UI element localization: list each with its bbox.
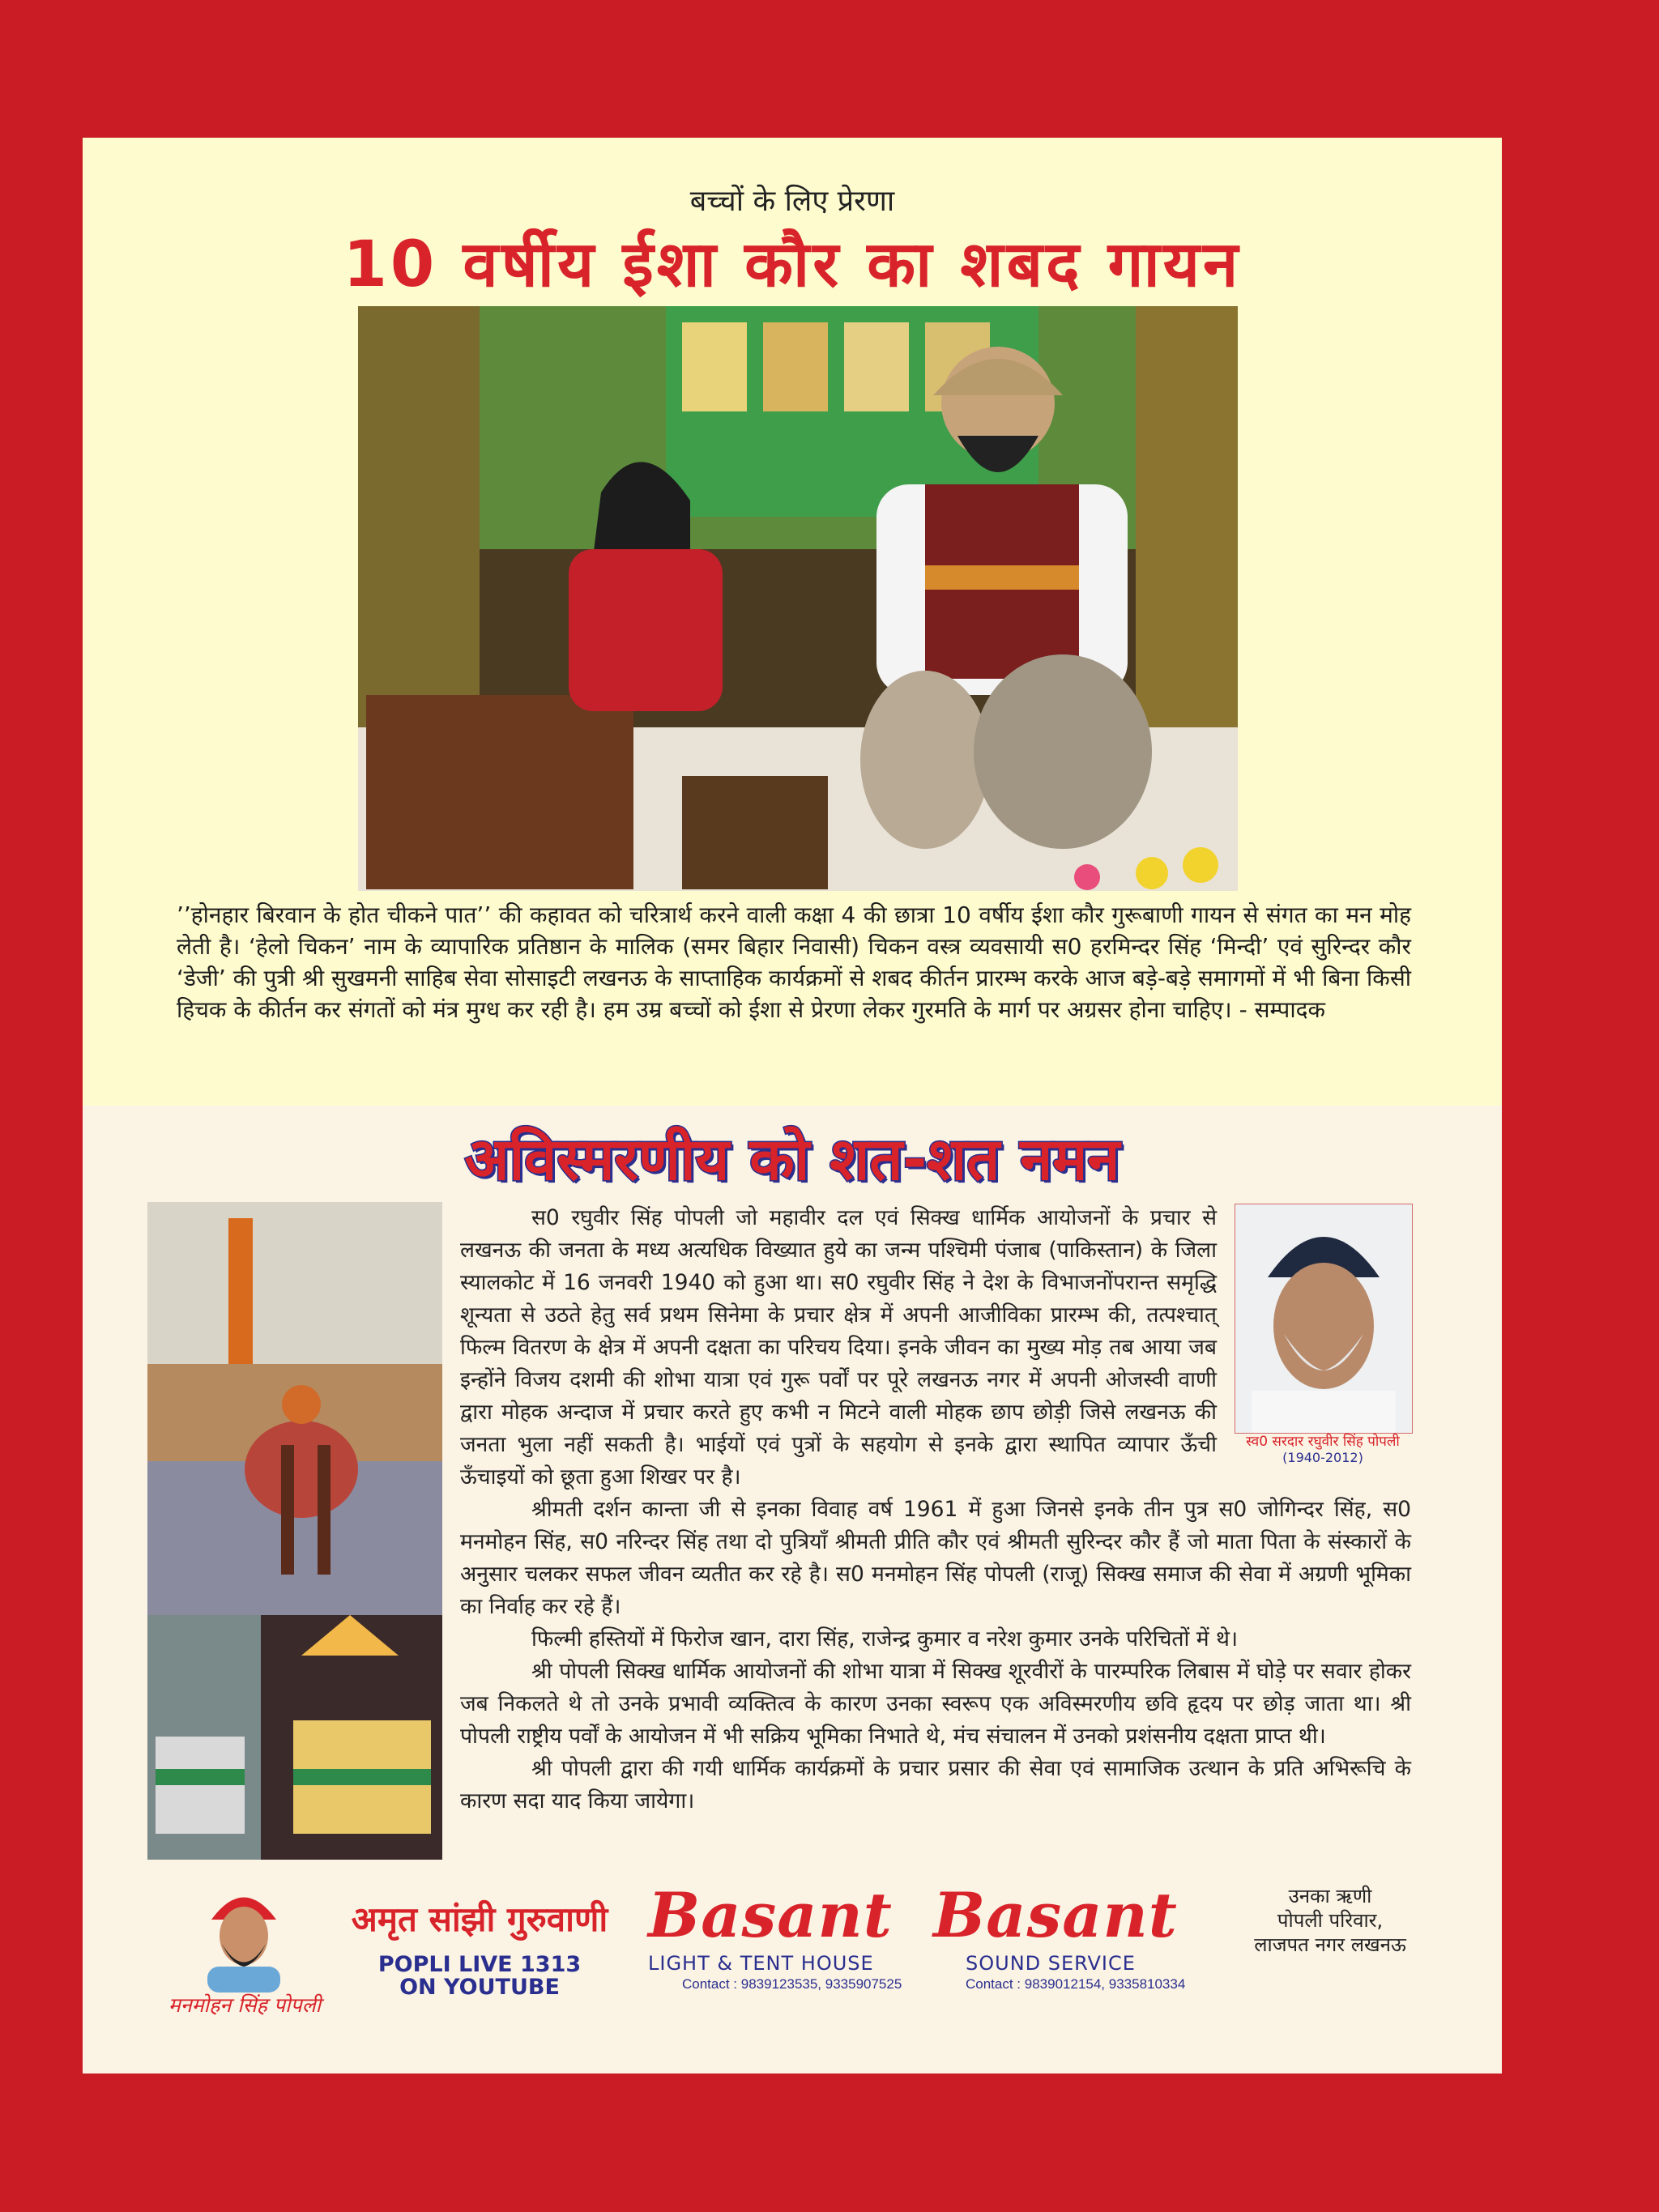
tribute-paragraph: श्री पोपली सिक्ख धार्मिक आयोजनों की शोभा यात्रा में सिक्ख शूरवीरों के पारम्परिक लिबास में घोड़े पर सवार होकर जब निकलते थे तो उनके प्रभावी व्यक्तित्व के कारण उनका स्वरूप एक अविस्मरणीय छवि हृदय पर छोड़ जाता था। श्री पोपली राष्ट्रीय पर्वों के आयोजन में भी सक्रिय भूमिका निभाते थे, मंच संचालन में उनको प्रशंसनीय दक्षता प्राप्त थी। bbox=[460, 1659, 1411, 1749]
portrait-name: स्व0 सरदार रघुवीर सिंह पोपली bbox=[1246, 1434, 1400, 1450]
kirtan-performance-photo bbox=[358, 306, 1238, 891]
tribute-paragraph: स0 रघुवीर सिंह पोपली जो महावीर दल एवं सिक्ख धार्मिक आयोजनों के प्रचार से लखनऊ की जनता के मध्य अत्यधिक विख्यात हुये का जन्म पश्चिमी पंजाब (पाकिस्तान) के जिला स्यालकोट में 16 जनवरी 1940 को हुआ था। स0 रघुवीर सिंह ने देश के विभाजनोंपरान्त समृद्धि शून्यता से उठते हेतु सर्व प्रथम सिनेमा के प्रचार क्षेत्र में अपनी आजीविका प्रारम्भ की, तत्पश्चात् फिल्म वितरण के क्षेत्र में अपनी दक्षता का परिचय दिया। इनके जीवन का मुख्य मोड़ तब आया जब इन्होंने विजय दशमी की शोभा यात्रा एवं गुरू पर्वों पर पूरे लखनऊ नगर में अपनी ओजस्वी वाणी द्वारा मोहक अन्दाज में प्रचार करते हुए कभी न मिटने वाली मोहक छाप छोड़ी जिसे लखनऊ की जनता भुला नहीं सकती है। भाईयों एवं पुत्रों के सहयोग से इनके द्वारा स्थापित व्यापार ऊँची ऊँचाइयों को छूता हुआ शिखर पर है। bbox=[460, 1205, 1217, 1490]
tribute-paragraph: श्रीमती दर्शन कान्ता जी से इनका विवाह वर्ष 1961 में हुआ जिनसे इनके तीन पुत्र स0 जोगिन्दर सिंह, स0 मनमोहन सिंह, स0 नरिन्दर सिंह तथा दो पुत्रियाँ श्रीमती प्रीति कौर एवं श्रीमती सुरिन्दर कौर हैं जो माता पिता के संस्कारों के अनुसार चलकर सफल जीवन व्यतीत कर रहे है। स0 मनमोहन सिंह पोपली (राजू) सिक्ख समाज की सेवा में अग्रणी भूमिका का निर्वाह कर रहे हैं। bbox=[460, 1497, 1411, 1619]
tribute-paragraph: फिल्मी हस्तियों में फिरोज खान, दारा सिंह, राजेन्द्र कुमार व नरेश कुमार उनके परिचितों में थे। bbox=[531, 1626, 1239, 1652]
basant-light-logo: Basant bbox=[648, 1879, 893, 1951]
thanks-line3: लाजपत नगर लखनऊ bbox=[1254, 1933, 1406, 1956]
tribute-body bbox=[460, 1202, 1502, 1818]
manmohan-singh-photo bbox=[199, 1879, 288, 1993]
sponsor-footer bbox=[83, 1871, 1502, 2073]
family-thanks bbox=[1233, 1884, 1427, 1957]
article-kicker: बच्चों के लिए प्रेरणा bbox=[689, 185, 895, 218]
basant-sound-subtitle: SOUND SERVICE bbox=[966, 1952, 1136, 1975]
tribute-title: अविस्मरणीय को शत-शत नमन bbox=[464, 1125, 1120, 1193]
procession-photo-collage bbox=[147, 1202, 442, 1860]
popli-live-line1: POPLI LIVE 1313 bbox=[377, 1952, 582, 1977]
popli-live-youtube bbox=[326, 1954, 633, 1999]
intro-paragraph: ’’होनहार बिरवान के होत चीकने पात’’ की कहावत को चरित्रार्थ करने वाली कक्षा 4 की छात्रा 10 वर्षीय ईशा कौर गुरूबाणी गायन से संगत का मन मोह लेती है। ‘हेलो चिकन’ नाम के व्यापारिक प्रतिष्ठान के मालिक (समर बिहार निवासी) चिकन वस्त्र व्यवसायी स0 हरमिन्दर सिंह ‘मिन्दी’ एवं सुरिन्दर कौर ‘डेजी’ की पुत्री श्री सुखमनी साहिब सेवा सोसाइटी लखनऊ के साप्ताहिक कार्यक्रमों से शबद कीर्तन प्रारम्भ करके आज बड़े-बड़े समागमों में भी बिना किसी हिचक के कीर्तन कर संगतों को मंत्र मुग्ध कर रही है। हम उम्र बच्चों को ईशा से प्रेरणा लेकर गुरमति के मार्ग पर अग्रसर होना चाहिए। - सम्पादक bbox=[177, 901, 1411, 1023]
basant-sound-contact: Contact : 9839012154, 9335810334 bbox=[966, 1976, 1186, 1992]
popli-live-line2: ON YOUTUBE bbox=[399, 1975, 560, 2000]
portrait-years: (1940-2012) bbox=[1282, 1450, 1363, 1465]
basant-light-subtitle: LIGHT & TENT HOUSE bbox=[648, 1952, 874, 1975]
thanks-line2: पोपली परिवार, bbox=[1277, 1909, 1384, 1932]
article-headline: 10 वर्षीय ईशा कौर का शबद गायन bbox=[343, 228, 1242, 301]
basant-light-contact: Contact : 9839123535, 9335907525 bbox=[682, 1976, 902, 1992]
person-name: मनमोहन सिंह पोपली bbox=[168, 1993, 322, 2017]
tribute-paragraph: श्री पोपली द्वारा की गयी धार्मिक कार्यक्रमों के प्रचार प्रसार की सेवा एवं सामाजिक उत्थान के प्रति अभिरूचि के कारण सदा याद किया जायेगा। bbox=[460, 1756, 1411, 1813]
thanks-line1: उनका ऋणी bbox=[1288, 1885, 1372, 1907]
basant-sound-logo: Basant bbox=[933, 1879, 1178, 1951]
amrit-sanjhi-gurbani-logo: अमृत सांझी गुरुवाणी bbox=[351, 1899, 608, 1939]
poster-page bbox=[83, 138, 1502, 2073]
